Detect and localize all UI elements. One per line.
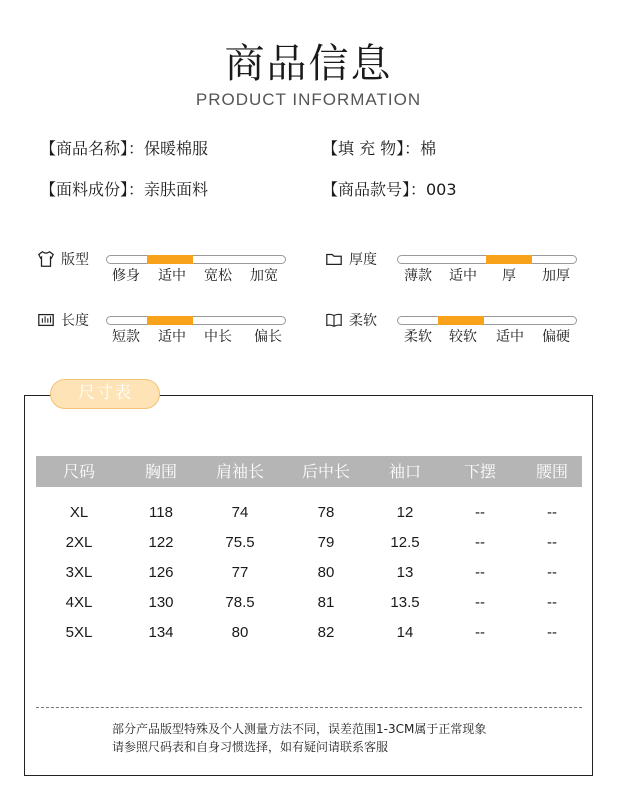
fit-option: 修身 <box>112 268 140 284</box>
table-cell: 12 <box>396 504 414 521</box>
softness-option: 柔软 <box>404 329 432 345</box>
table-cell: 130 <box>148 594 174 611</box>
table-row <box>36 498 582 528</box>
fit-option: 宽松 <box>204 268 232 284</box>
attribute-thickness <box>325 249 585 309</box>
thickness-level-fill <box>486 255 532 264</box>
attribute-fit-label: 版型 <box>61 252 89 268</box>
table-cell: 5XL <box>65 624 93 641</box>
divider <box>36 707 582 708</box>
product-name: 【商品名称】：保暖棉服 <box>40 139 209 158</box>
table-cell: -- <box>475 504 485 521</box>
attribute-softness <box>325 310 585 370</box>
book-icon <box>325 311 343 329</box>
table-cell: 80 <box>231 624 249 641</box>
table-cell: 3XL <box>65 564 93 581</box>
table-row <box>36 558 582 588</box>
table-row <box>36 588 582 618</box>
attribute-softness-label: 柔软 <box>349 313 377 329</box>
table-cell: 82 <box>317 624 335 641</box>
column-header: 下摆 <box>463 462 496 481</box>
table-cell: -- <box>547 534 557 551</box>
table-cell: 122 <box>148 534 174 551</box>
length-option: 中长 <box>204 329 232 345</box>
length-option: 适中 <box>158 329 186 345</box>
length-option: 短款 <box>112 329 140 345</box>
attribute-thickness-label: 厚度 <box>349 252 377 268</box>
softness-option: 偏硬 <box>542 329 570 345</box>
softness-level-fill <box>438 316 484 325</box>
measurement-note-line-2: 请参照尺码表和自身习惯选择，如有疑问请联系客服 <box>112 740 389 754</box>
table-cell: 2XL <box>65 534 93 551</box>
thickness-option: 适中 <box>449 268 477 284</box>
softness-option: 较软 <box>449 329 477 345</box>
size-table-header <box>36 456 582 487</box>
table-cell: 126 <box>148 564 174 581</box>
attribute-fit <box>37 249 297 309</box>
table-cell: 12.5 <box>390 534 420 551</box>
size-table-tag: 尺寸表 <box>50 379 160 409</box>
column-header: 尺码 <box>62 462 95 481</box>
table-cell: XL <box>69 504 89 521</box>
column-header: 袖口 <box>388 462 421 481</box>
column-header: 腰围 <box>535 462 568 481</box>
attribute-length-label: 长度 <box>61 313 89 329</box>
table-cell: -- <box>475 594 485 611</box>
folder-icon <box>325 250 343 268</box>
length-level-fill <box>147 316 193 325</box>
table-row <box>36 618 582 648</box>
table-cell: 78 <box>317 504 335 521</box>
table-cell: 80 <box>317 564 335 581</box>
fit-level-track <box>106 255 286 264</box>
table-cell: -- <box>475 564 485 581</box>
shirt-icon <box>37 250 55 268</box>
table-cell: 4XL <box>65 594 93 611</box>
fit-option: 加宽 <box>250 268 278 284</box>
fit-level-fill <box>147 255 193 264</box>
table-cell: 79 <box>317 534 335 551</box>
table-cell: 75.5 <box>225 534 255 551</box>
thickness-option: 薄款 <box>404 268 432 284</box>
thickness-level-track <box>397 255 577 264</box>
table-cell: -- <box>547 564 557 581</box>
ruler-icon <box>37 311 55 329</box>
column-header: 胸围 <box>144 462 177 481</box>
softness-option: 适中 <box>496 329 524 345</box>
table-row <box>36 528 582 558</box>
table-cell: 13.5 <box>390 594 420 611</box>
table-cell: 118 <box>149 504 173 521</box>
column-header: 肩袖长 <box>215 462 264 481</box>
page-subtitle: PRODUCT INFORMATION <box>195 90 422 109</box>
table-cell: -- <box>547 624 557 641</box>
column-header: 后中长 <box>301 462 350 481</box>
thickness-option: 加厚 <box>542 268 570 284</box>
table-cell: 78.5 <box>225 594 255 611</box>
table-cell: -- <box>547 504 557 521</box>
table-cell: 77 <box>231 564 249 581</box>
table-cell: 134 <box>148 624 174 641</box>
table-cell: -- <box>475 534 485 551</box>
product-fabric: 【面料成份】：亲肤面料 <box>40 180 209 199</box>
product-filling: 【填 充 物】：棉 <box>322 139 437 158</box>
attribute-length <box>37 310 297 370</box>
table-cell: -- <box>547 594 557 611</box>
table-cell: 81 <box>317 594 335 611</box>
table-cell: 74 <box>231 504 249 521</box>
page-title: 商品信息 <box>224 41 393 87</box>
table-cell: 14 <box>396 624 414 641</box>
softness-level-track <box>397 316 577 325</box>
fit-option: 适中 <box>158 268 186 284</box>
thickness-option: 厚 <box>502 268 516 284</box>
length-option: 偏长 <box>254 329 282 345</box>
table-cell: -- <box>475 624 485 641</box>
measurement-note-line-1: 部分产品版型特殊及个人测量方法不同，误差范围1-3CM属于正常现象 <box>112 722 487 736</box>
table-cell: 13 <box>396 564 414 581</box>
product-style-number: 【商品款号】：003 <box>322 180 457 199</box>
length-level-track <box>106 316 286 325</box>
